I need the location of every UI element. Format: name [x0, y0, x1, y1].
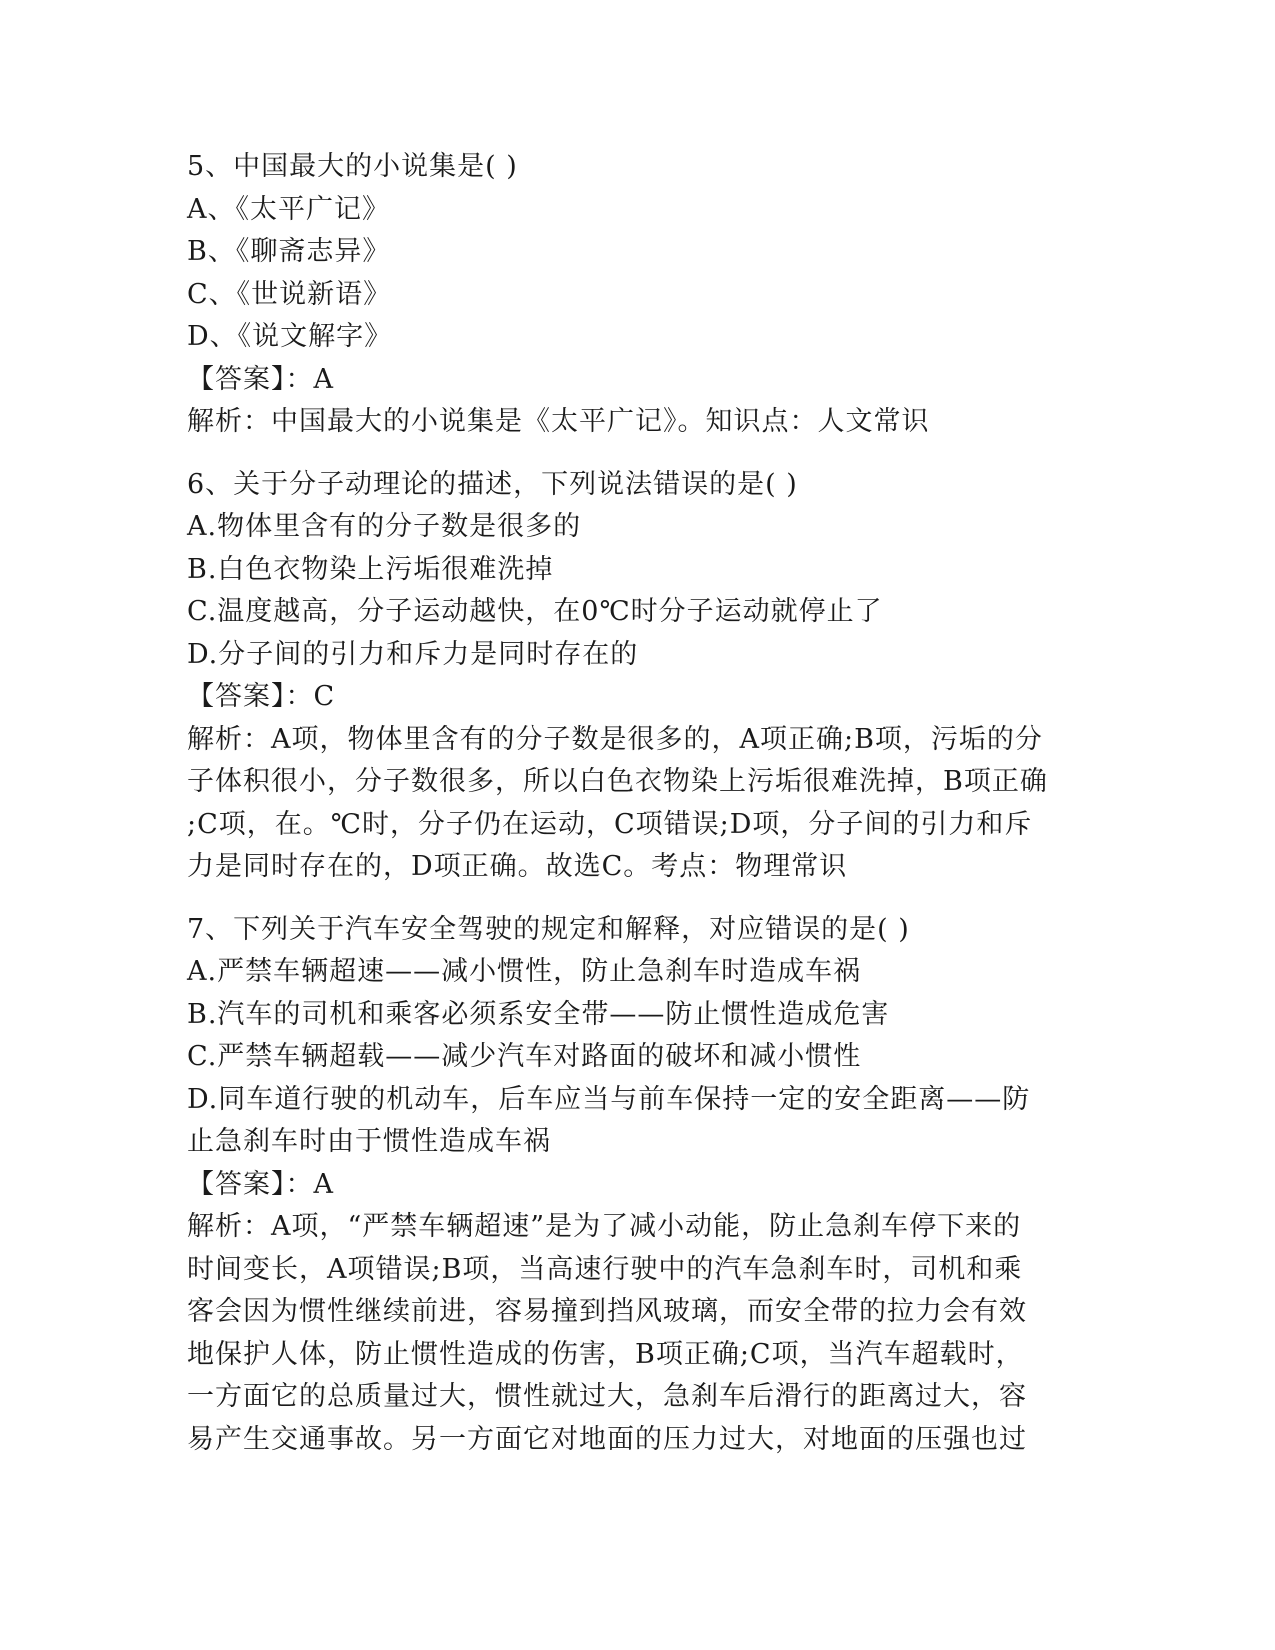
option-b: B.汽车的司机和乘客必须系安全带——防止惯性造成危害: [187, 998, 890, 1030]
question-stem: 7、下列关于汽车安全驾驶的规定和解释，对应错误的是( ): [187, 913, 910, 945]
option-a: A、《太平广记》: [187, 193, 390, 225]
option-a: A.严禁车辆超速——减小惯性，防止急刹车时造成车祸: [187, 956, 862, 987]
explanation: [187, 719, 1087, 889]
explanation-line: 力是同时存在的，D项正确。故选C。考点：物理常识: [187, 851, 848, 882]
explanation: [187, 401, 1087, 444]
answer-line: 【答案】：C: [187, 681, 336, 712]
option-d: D.分子间的引力和斥力是同时存在的: [187, 638, 639, 670]
option-c: C、《世说新语》: [187, 278, 392, 310]
option-a: A.物体里含有的分子数是很多的: [187, 511, 582, 542]
answer-line: 【答案】：A: [187, 363, 334, 395]
option-b: B.白色衣物染上污垢很难洗掉: [187, 553, 554, 585]
explanation: [187, 1206, 1087, 1461]
option-c: C.温度越高，分子运动越快，在0℃时分子运动就停止了: [187, 596, 883, 627]
question-stem: 6、关于分子动理论的描述，下列说法错误的是( ): [187, 468, 798, 500]
option-b: B、《聊斋志异》: [187, 236, 391, 267]
option-c: C.严禁车辆超载——减少汽车对路面的破坏和减小惯性: [187, 1041, 862, 1072]
question-6: [187, 464, 1087, 889]
question-5: [187, 146, 1087, 444]
explanation-line: 子体积很小，分子数很多，所以白色衣物染上污垢很难洗掉，B项正确: [187, 766, 1048, 797]
option-d-continued: 止急刹车时由于惯性造成车祸: [187, 1126, 551, 1157]
explanation-line: 地保护人体，防止惯性造成的伤害，B项正确;C项，当汽车超载时，: [187, 1338, 1024, 1370]
question-7: [187, 909, 1087, 1462]
explanation-line: 时间变长，A项错误;B项，当高速行驶中的汽车急刹车时，司机和乘: [187, 1253, 1023, 1285]
explanation-line: 客会因为惯性继续前进，容易撞到挡风玻璃，而安全带的拉力会有效: [187, 1296, 1027, 1327]
option-d: D.同车道行驶的机动车，后车应当与前车保持一定的安全距离——防: [187, 1083, 1031, 1115]
explanation-line: 解析：A项，“严禁车辆超速”是为了减小动能，防止急刹车停下来的: [187, 1211, 1022, 1242]
explanation-line: 易产生交通事故。另一方面它对地面的压力过大，对地面的压强也过: [187, 1423, 1027, 1455]
explanation-line: 解析：A项，物体里含有的分子数是很多的，A项正确;B项，污垢的分: [187, 723, 1043, 755]
explanation-line: 解析：中国最大的小说集是《太平广记》。知识点：人文常识: [187, 406, 930, 437]
explanation-line: 一方面它的总质量过大，惯性就过大，急刹车后滑行的距离过大，容: [187, 1381, 1027, 1412]
answer-line: 【答案】：A: [187, 1168, 334, 1200]
explanation-line: ;C项，在。℃时，分子仍在运动，C项错误;D项，分子间的引力和斥: [187, 808, 1033, 840]
option-d: D、《说文解字》: [187, 321, 393, 352]
document-page: [187, 146, 1087, 1481]
question-stem: 5、中国最大的小说集是( ): [187, 151, 518, 182]
